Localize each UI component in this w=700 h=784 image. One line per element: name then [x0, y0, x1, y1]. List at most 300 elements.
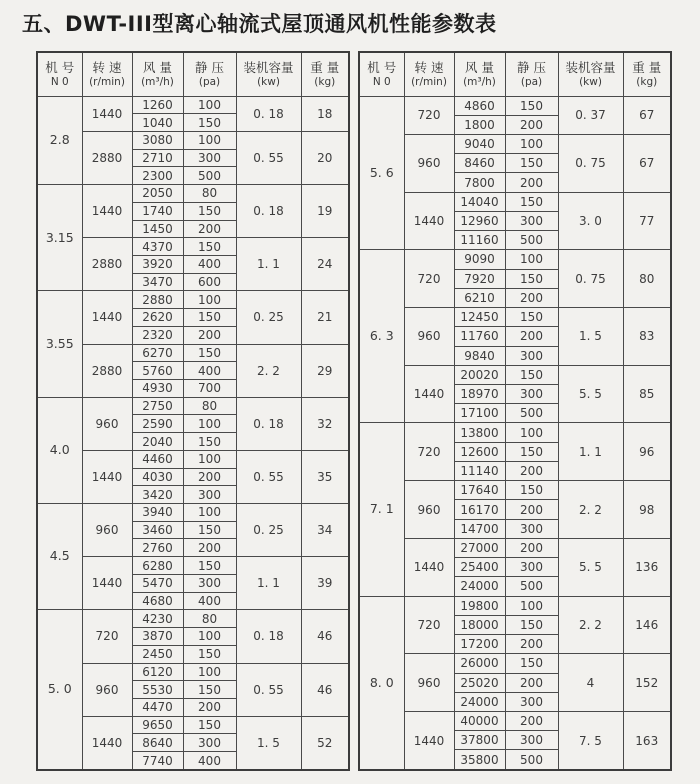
speed-cell: 960	[404, 654, 454, 712]
pressure-cell: 80	[183, 185, 236, 203]
pressure-cell: 300	[505, 692, 558, 711]
header-flow	[454, 52, 505, 96]
pressure-cell: 200	[505, 327, 558, 346]
power-cell: 0. 18	[236, 185, 301, 238]
speed-cell: 720	[404, 96, 454, 134]
flow-cell: 3470	[132, 273, 183, 291]
pressure-cell: 100	[183, 131, 236, 149]
weight-cell: 20	[301, 131, 349, 184]
pressure-cell: 500	[183, 167, 236, 185]
power-cell: 5. 5	[558, 365, 623, 423]
flow-cell: 18970	[454, 385, 505, 404]
table-header-left	[37, 52, 349, 96]
weight-cell: 46	[301, 663, 349, 716]
table-row	[37, 238, 349, 256]
table-row	[37, 450, 349, 468]
pressure-cell: 300	[505, 211, 558, 230]
flow-cell: 1740	[132, 202, 183, 220]
pressure-cell: 150	[505, 308, 558, 327]
pressure-cell: 150	[505, 269, 558, 288]
speed-cell: 1440	[404, 192, 454, 250]
speed-cell: 1440	[82, 185, 132, 238]
spec-table-left	[36, 51, 350, 771]
header-weight-unit: (kg)	[314, 75, 336, 88]
flow-cell: 1260	[132, 96, 183, 114]
flow-cell: 19800	[454, 596, 505, 615]
flow-cell: 1040	[132, 114, 183, 132]
header-row	[37, 52, 349, 96]
power-cell: 5. 5	[558, 538, 623, 596]
power-cell: 0. 55	[236, 663, 301, 716]
header-model	[37, 52, 82, 96]
table-row	[37, 344, 349, 362]
flow-cell: 17200	[454, 635, 505, 654]
flow-cell: 2320	[132, 326, 183, 344]
flow-cell: 16170	[454, 500, 505, 519]
table-header-right	[359, 52, 671, 96]
speed-cell: 1440	[82, 96, 132, 131]
header-speed-label: 转 速	[414, 60, 444, 76]
flow-cell: 24000	[454, 577, 505, 596]
flow-cell: 3940	[132, 504, 183, 522]
pressure-cell: 200	[505, 712, 558, 731]
pressure-cell: 500	[505, 577, 558, 596]
power-cell: 1. 5	[236, 716, 301, 770]
speed-cell: 1440	[82, 450, 132, 503]
flow-cell: 2040	[132, 433, 183, 451]
power-cell: 0. 18	[236, 397, 301, 450]
table-row	[37, 557, 349, 575]
weight-cell: 98	[623, 481, 671, 539]
pressure-cell: 400	[183, 752, 236, 770]
pressure-cell: 200	[505, 288, 558, 307]
pressure-cell: 100	[183, 663, 236, 681]
pressure-cell: 100	[505, 250, 558, 269]
header-speed	[404, 52, 454, 96]
model-cell: 5. 6	[359, 96, 404, 250]
weight-cell: 67	[623, 96, 671, 134]
pressure-cell: 200	[183, 220, 236, 238]
header-model-label: 机 号	[45, 60, 75, 76]
flow-cell: 3080	[132, 131, 183, 149]
header-flow-unit: (m³/h)	[463, 75, 496, 88]
power-cell: 1. 1	[558, 423, 623, 481]
header-flow	[132, 52, 183, 96]
speed-cell: 960	[404, 308, 454, 366]
header-model-unit: N 0	[50, 75, 69, 88]
flow-cell: 2620	[132, 309, 183, 327]
power-cell: 0. 18	[236, 610, 301, 663]
header-power	[558, 52, 623, 96]
table-row	[37, 96, 349, 114]
flow-cell: 11140	[454, 461, 505, 480]
flow-cell: 5530	[132, 681, 183, 699]
flow-cell: 12450	[454, 308, 505, 327]
model-cell: 8. 0	[359, 596, 404, 770]
speed-cell: 1440	[404, 538, 454, 596]
table-row	[359, 134, 671, 153]
model-cell: 6. 3	[359, 250, 404, 423]
weight-cell: 96	[623, 423, 671, 481]
flow-cell: 37800	[454, 731, 505, 750]
model-cell: 7. 1	[359, 423, 404, 596]
pressure-cell: 300	[505, 519, 558, 538]
pressure-cell: 500	[505, 231, 558, 250]
right-table-body	[359, 96, 671, 770]
header-speed-unit: (r/min)	[411, 75, 447, 88]
speed-cell: 1440	[82, 716, 132, 770]
pressure-cell: 200	[505, 635, 558, 654]
pressure-cell: 200	[505, 673, 558, 692]
speed-cell: 1440	[404, 365, 454, 423]
speed-cell: 2880	[82, 238, 132, 291]
weight-cell: 21	[301, 291, 349, 344]
flow-cell: 13800	[454, 423, 505, 442]
tables-container	[36, 51, 700, 771]
power-cell: 1. 1	[236, 238, 301, 291]
flow-cell: 4230	[132, 610, 183, 628]
speed-cell: 960	[82, 504, 132, 557]
flow-cell: 27000	[454, 538, 505, 557]
header-weight-unit: (kg)	[636, 75, 658, 88]
power-cell: 2. 2	[558, 596, 623, 654]
speed-cell: 1440	[82, 557, 132, 610]
pressure-cell: 600	[183, 273, 236, 291]
pressure-cell: 300	[505, 346, 558, 365]
flow-cell: 1450	[132, 220, 183, 238]
table-row	[37, 131, 349, 149]
pressure-cell: 150	[183, 309, 236, 327]
flow-cell: 2880	[132, 291, 183, 309]
header-weight	[301, 52, 349, 96]
pressure-cell: 300	[505, 558, 558, 577]
weight-cell: 24	[301, 238, 349, 291]
header-pressure-unit: (pa)	[520, 75, 543, 88]
header-flow-label: 风 量	[465, 60, 494, 76]
speed-cell: 1440	[404, 712, 454, 771]
pressure-cell: 200	[183, 698, 236, 716]
pressure-cell: 100	[505, 134, 558, 153]
flow-cell: 4470	[132, 698, 183, 716]
pressure-cell: 150	[505, 615, 558, 634]
header-weight	[623, 52, 671, 96]
pressure-cell: 150	[183, 114, 236, 132]
weight-cell: 80	[623, 250, 671, 308]
weight-cell: 152	[623, 654, 671, 712]
model-cell: 4.5	[37, 504, 82, 610]
header-power-unit: (kw)	[257, 75, 280, 88]
weight-cell: 46	[301, 610, 349, 663]
speed-cell: 720	[404, 250, 454, 308]
flow-cell: 17640	[454, 481, 505, 500]
power-cell: 1. 1	[236, 557, 301, 610]
pressure-cell: 200	[183, 539, 236, 557]
power-cell: 2. 2	[236, 344, 301, 397]
power-cell: 0. 25	[236, 291, 301, 344]
flow-cell: 26000	[454, 654, 505, 673]
flow-cell: 9650	[132, 716, 183, 734]
power-cell: 7. 5	[558, 712, 623, 771]
model-cell: 5. 0	[37, 610, 82, 770]
pressure-cell: 150	[505, 654, 558, 673]
table-row	[359, 96, 671, 115]
model-cell: 3.55	[37, 291, 82, 397]
flow-cell: 2300	[132, 167, 183, 185]
header-pressure	[505, 52, 558, 96]
pressure-cell: 150	[183, 716, 236, 734]
table-row	[359, 365, 671, 384]
weight-cell: 146	[623, 596, 671, 654]
pressure-cell: 100	[183, 628, 236, 646]
flow-cell: 9090	[454, 250, 505, 269]
flow-cell: 7740	[132, 752, 183, 770]
pressure-cell: 100	[505, 423, 558, 442]
power-cell: 0. 55	[236, 450, 301, 503]
pressure-cell: 400	[183, 592, 236, 610]
model-cell: 2.8	[37, 96, 82, 185]
flow-cell: 5470	[132, 574, 183, 592]
weight-cell: 18	[301, 96, 349, 131]
pressure-cell: 150	[183, 557, 236, 575]
pressure-cell: 150	[505, 154, 558, 173]
pressure-cell: 150	[505, 192, 558, 211]
table-row	[37, 610, 349, 628]
header-row	[359, 52, 671, 96]
weight-cell: 35	[301, 450, 349, 503]
table-row	[359, 712, 671, 731]
speed-cell: 1440	[82, 291, 132, 344]
pressure-cell: 150	[183, 681, 236, 699]
weight-cell: 163	[623, 712, 671, 771]
header-model-unit: N 0	[372, 75, 391, 88]
pressure-cell: 150	[505, 365, 558, 384]
speed-cell: 720	[404, 596, 454, 654]
pressure-cell: 150	[183, 344, 236, 362]
header-speed-unit: (r/min)	[89, 75, 125, 88]
header-pressure-unit: (pa)	[198, 75, 221, 88]
flow-cell: 4930	[132, 380, 183, 398]
pressure-cell: 500	[505, 750, 558, 770]
header-power-label: 装机容量	[565, 60, 616, 76]
pressure-cell: 80	[183, 610, 236, 628]
weight-cell: 52	[301, 716, 349, 770]
power-cell: 0. 75	[558, 250, 623, 308]
table-row	[359, 423, 671, 442]
flow-cell: 8640	[132, 734, 183, 752]
speed-cell: 960	[404, 481, 454, 539]
pressure-cell: 150	[183, 645, 236, 663]
flow-cell: 2450	[132, 645, 183, 663]
flow-cell: 25400	[454, 558, 505, 577]
power-cell: 0. 75	[558, 134, 623, 192]
table-row	[37, 291, 349, 309]
flow-cell: 12960	[454, 211, 505, 230]
table-row	[359, 192, 671, 211]
pressure-cell: 400	[183, 362, 236, 380]
table-row	[37, 185, 349, 203]
pressure-cell: 150	[505, 442, 558, 461]
pressure-cell: 150	[183, 202, 236, 220]
flow-cell: 2760	[132, 539, 183, 557]
speed-cell: 2880	[82, 344, 132, 397]
flow-cell: 11760	[454, 327, 505, 346]
power-cell: 0. 25	[236, 504, 301, 557]
pressure-cell: 100	[183, 96, 236, 114]
flow-cell: 6210	[454, 288, 505, 307]
weight-cell: 77	[623, 192, 671, 250]
flow-cell: 14700	[454, 519, 505, 538]
pressure-cell: 700	[183, 380, 236, 398]
speed-cell: 960	[82, 397, 132, 450]
weight-cell: 32	[301, 397, 349, 450]
power-cell: 0. 37	[558, 96, 623, 134]
flow-cell: 6120	[132, 663, 183, 681]
flow-cell: 3920	[132, 255, 183, 273]
speed-cell: 2880	[82, 131, 132, 184]
power-cell: 2. 2	[558, 481, 623, 539]
pressure-cell: 150	[183, 521, 236, 539]
pressure-cell: 300	[505, 385, 558, 404]
pressure-cell: 200	[183, 326, 236, 344]
weight-cell: 85	[623, 365, 671, 423]
header-model-label: 机 号	[367, 60, 397, 76]
flow-cell: 2050	[132, 185, 183, 203]
flow-cell: 20020	[454, 365, 505, 384]
spec-table-right	[358, 51, 672, 771]
flow-cell: 11160	[454, 231, 505, 250]
flow-cell: 3460	[132, 521, 183, 539]
table-row	[359, 654, 671, 673]
flow-cell: 25020	[454, 673, 505, 692]
flow-cell: 2590	[132, 415, 183, 433]
pressure-cell: 150	[183, 433, 236, 451]
flow-cell: 4460	[132, 450, 183, 468]
header-model	[359, 52, 404, 96]
header-power-unit: (kw)	[579, 75, 602, 88]
pressure-cell: 200	[183, 468, 236, 486]
flow-cell: 24000	[454, 692, 505, 711]
speed-cell: 720	[82, 610, 132, 663]
flow-cell: 12600	[454, 442, 505, 461]
speed-cell: 960	[404, 134, 454, 192]
header-flow-unit: (m³/h)	[141, 75, 174, 88]
flow-cell: 7800	[454, 173, 505, 192]
pressure-cell: 80	[183, 397, 236, 415]
model-cell: 3.15	[37, 185, 82, 291]
pressure-cell: 200	[505, 461, 558, 480]
speed-cell: 960	[82, 663, 132, 716]
flow-cell: 6270	[132, 344, 183, 362]
flow-cell: 35800	[454, 750, 505, 770]
page-title: 五、DWT-III型离心轴流式屋顶通风机性能参数表	[22, 12, 497, 36]
header-pressure	[183, 52, 236, 96]
pressure-cell: 100	[183, 291, 236, 309]
header-power	[236, 52, 301, 96]
weight-cell: 136	[623, 538, 671, 596]
pressure-cell: 150	[505, 481, 558, 500]
pressure-cell: 100	[183, 450, 236, 468]
table-row	[37, 716, 349, 734]
flow-cell: 9040	[454, 134, 505, 153]
weight-cell: 67	[623, 134, 671, 192]
pressure-cell: 500	[505, 404, 558, 423]
table-row	[359, 308, 671, 327]
table-row	[359, 596, 671, 615]
flow-cell: 2750	[132, 397, 183, 415]
flow-cell: 18000	[454, 615, 505, 634]
flow-cell: 4030	[132, 468, 183, 486]
flow-cell: 5760	[132, 362, 183, 380]
speed-cell: 720	[404, 423, 454, 481]
weight-cell: 39	[301, 557, 349, 610]
flow-cell: 8460	[454, 154, 505, 173]
pressure-cell: 400	[183, 255, 236, 273]
flow-cell: 40000	[454, 712, 505, 731]
header-weight-label: 重 量	[310, 60, 340, 76]
header-flow-label: 风 量	[143, 60, 172, 76]
weight-cell: 34	[301, 504, 349, 557]
pressure-cell: 100	[183, 504, 236, 522]
header-pressure-label: 静 压	[195, 60, 224, 76]
power-cell: 0. 18	[236, 96, 301, 131]
header-pressure-label: 静 压	[517, 60, 546, 76]
pressure-cell: 300	[183, 574, 236, 592]
table-row	[359, 250, 671, 269]
flow-cell: 3420	[132, 486, 183, 504]
power-cell: 4	[558, 654, 623, 712]
flow-cell: 14040	[454, 192, 505, 211]
pressure-cell: 150	[505, 96, 558, 115]
pressure-cell: 200	[505, 173, 558, 192]
pressure-cell: 200	[505, 538, 558, 557]
table-row	[359, 538, 671, 557]
pressure-cell: 100	[183, 415, 236, 433]
power-cell: 0. 55	[236, 131, 301, 184]
pressure-cell: 300	[505, 731, 558, 750]
header-power-label: 装机容量	[243, 60, 294, 76]
table-row	[37, 663, 349, 681]
weight-cell: 19	[301, 185, 349, 238]
pressure-cell: 300	[183, 149, 236, 167]
pressure-cell: 200	[505, 115, 558, 134]
flow-cell: 4860	[454, 96, 505, 115]
left-table-body	[37, 96, 349, 770]
table-row	[37, 504, 349, 522]
power-cell: 3. 0	[558, 192, 623, 250]
header-speed-label: 转 速	[92, 60, 122, 76]
flow-cell: 2710	[132, 149, 183, 167]
pressure-cell: 300	[183, 734, 236, 752]
flow-cell: 3870	[132, 628, 183, 646]
weight-cell: 83	[623, 308, 671, 366]
header-speed	[82, 52, 132, 96]
header-weight-label: 重 量	[632, 60, 662, 76]
flow-cell: 6280	[132, 557, 183, 575]
weight-cell: 29	[301, 344, 349, 397]
table-row	[37, 397, 349, 415]
pressure-cell: 100	[505, 596, 558, 615]
flow-cell: 4370	[132, 238, 183, 256]
pressure-cell: 300	[183, 486, 236, 504]
flow-cell: 9840	[454, 346, 505, 365]
table-row	[359, 481, 671, 500]
pressure-cell: 200	[505, 500, 558, 519]
flow-cell: 1800	[454, 115, 505, 134]
pressure-cell: 150	[183, 238, 236, 256]
flow-cell: 7920	[454, 269, 505, 288]
flow-cell: 4680	[132, 592, 183, 610]
power-cell: 1. 5	[558, 308, 623, 366]
